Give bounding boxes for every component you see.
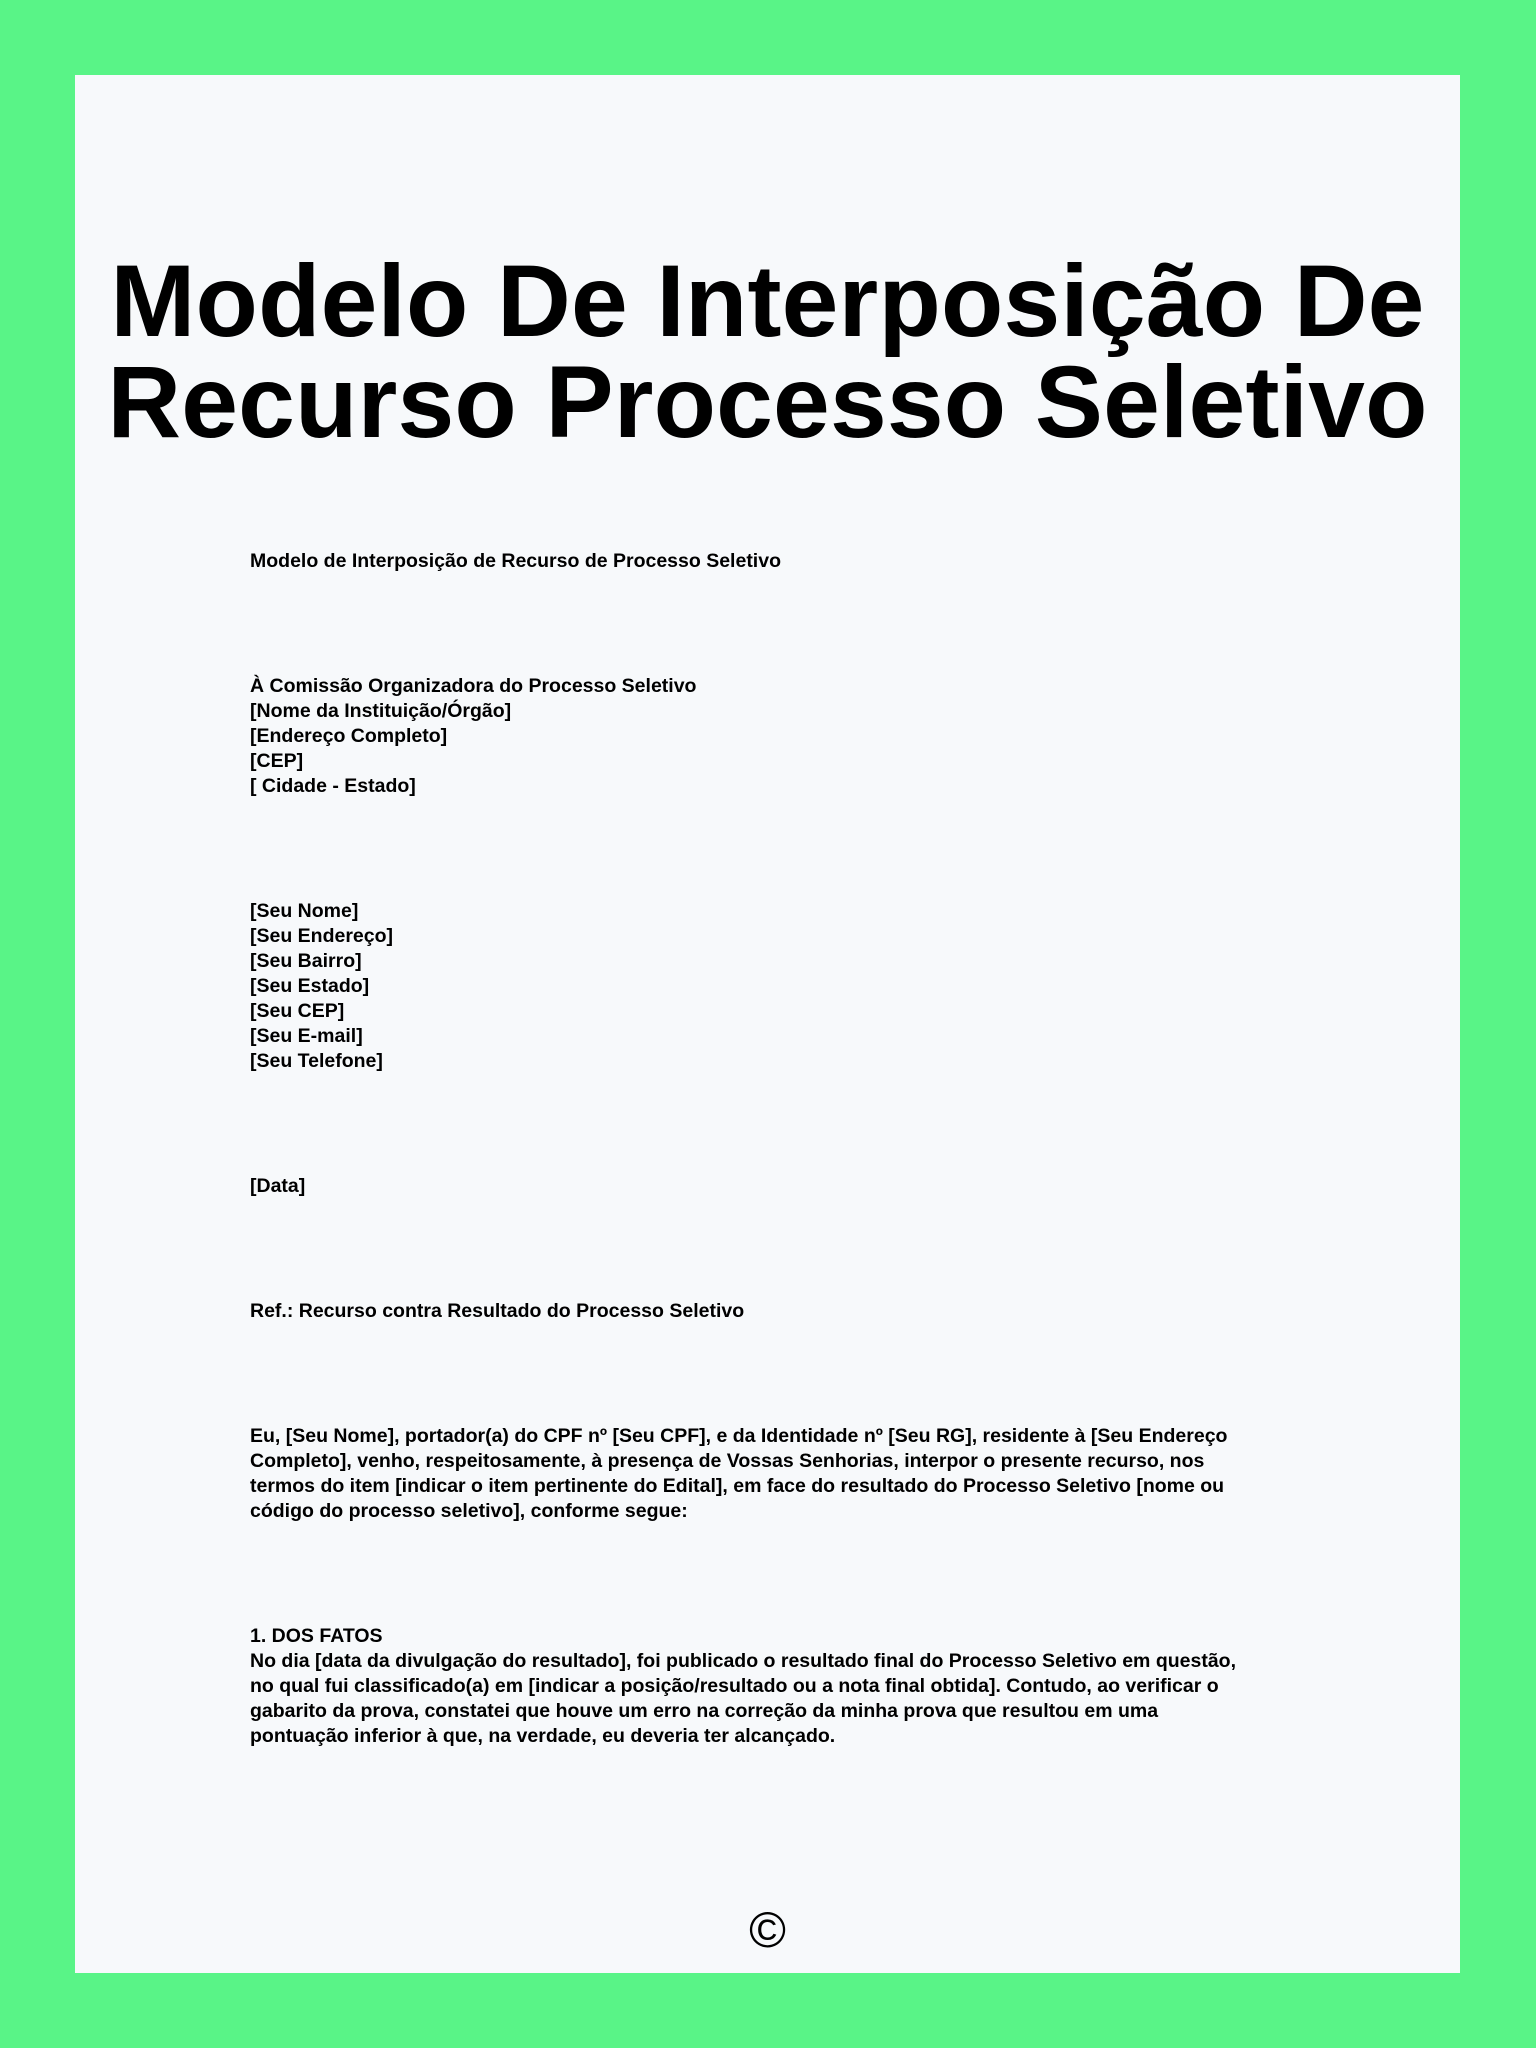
recipient-line: [CEP]	[250, 750, 304, 772]
document-subtitle: Modelo de Interposição de Recurso de Processo Seletivo	[250, 550, 781, 572]
intro-line: Eu, [Seu Nome], portador(a) do CPF nº [Seu CPF], e da Identidade nº [Seu RG], residente à [Seu Endereço	[250, 1425, 1228, 1447]
document-title-line-1: Modelo De Interposição De	[110, 244, 1425, 358]
reference-line: Ref.: Recurso contra Resultado do Processo Seletivo	[250, 1300, 745, 1322]
document-title-line-2: Recurso Processo Seletivo	[107, 345, 1428, 459]
facts-line: no qual fui classificado(a) em [indicar a posição/resultado ou a nota final obtida]. Contudo, ao verificar o	[250, 1675, 1219, 1697]
recipient-block	[250, 674, 1310, 799]
document-title	[75, 244, 1460, 459]
sender-block	[250, 899, 1310, 1074]
sender-address: [Seu Endereço]	[250, 925, 394, 947]
intro-line: Completo], venho, respeitosamente, à presença de Vossas Senhorias, interpor o presente recurso, nos	[250, 1450, 1205, 1472]
facts-section	[250, 1624, 1310, 1749]
facts-line: pontuação inferior à que, na verdade, eu deveria ter alcançado.	[250, 1725, 836, 1747]
intro-line: termos do item [indicar o item pertinente do Edital], em face do resultado do Processo Seletivo [nome ou	[250, 1475, 1225, 1497]
document-date: [Data]	[250, 1175, 306, 1197]
document-page	[75, 75, 1460, 1973]
facts-heading: 1. DOS FATOS	[250, 1625, 383, 1647]
sender-cep: [Seu CEP]	[250, 1000, 345, 1022]
intro-line: código do processo seletivo], conforme segue:	[250, 1500, 688, 1522]
sender-phone: [Seu Telefone]	[250, 1050, 383, 1072]
recipient-line: [Nome da Instituição/Órgão]	[250, 700, 512, 722]
recipient-line: À Comissão Organizadora do Processo Seletivo	[250, 675, 697, 697]
copyright-icon: ©	[749, 1902, 786, 1958]
recipient-line: [Endereço Completo]	[250, 725, 448, 747]
sender-neighborhood: [Seu Bairro]	[250, 950, 362, 972]
facts-line: No dia [data da divulgação do resultado], foi publicado o resultado final do Processo Seletivo em questão,	[250, 1650, 1236, 1672]
recipient-line: [ Cidade - Estado]	[250, 775, 416, 797]
sender-state: [Seu Estado]	[250, 975, 370, 997]
facts-line: gabarito da prova, constatei que houve um erro na correção da minha prova que resultou em uma	[250, 1700, 1159, 1722]
sender-name: [Seu Nome]	[250, 900, 359, 922]
intro-paragraph	[250, 1424, 1310, 1524]
sender-email: [Seu E-mail]	[250, 1025, 363, 1047]
